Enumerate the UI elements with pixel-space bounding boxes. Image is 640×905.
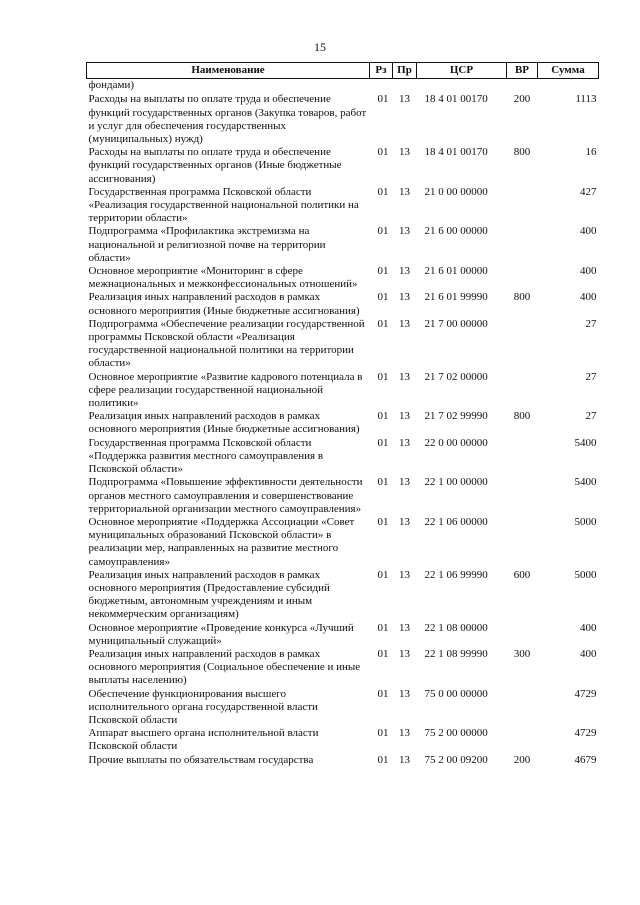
cell-rz: 01 [377, 515, 389, 528]
table-row [87, 225, 599, 265]
cell-pr: 13 [399, 515, 410, 528]
table-row [87, 437, 599, 477]
cell-pr: 13 [399, 753, 410, 766]
cell-sum: 5400 [574, 436, 597, 449]
cell-name: Государственная программа Псковской области «Поддержка развития местного самоуправления в Псковской области» [88, 436, 324, 476]
cell-pr: 13 [399, 568, 410, 581]
cell-pr: 13 [399, 146, 410, 159]
cell-vr: 300 [513, 647, 531, 660]
cell-name: Расходы на выплаты по оплате труда и обеспечение функций государственных органов (Закупка товаров, работ и услуг для обеспечения государственных (муниципальных) нужд) [88, 93, 367, 146]
table-row [87, 265, 599, 291]
cell-rz: 01 [377, 370, 389, 383]
cell-sum: 400 [580, 225, 597, 238]
cell-pr: 13 [399, 476, 410, 489]
table-row [87, 318, 599, 371]
cell-csr: 18 4 01 00170 [424, 146, 488, 159]
cell-csr: 75 2 00 09200 [424, 753, 488, 766]
cell-vr [507, 225, 538, 265]
cell-vr: 200 [513, 753, 531, 766]
cell-sum: 4729 [574, 727, 597, 740]
cell-sum: 400 [580, 265, 597, 278]
cell-sum: 400 [580, 291, 597, 304]
continuation-text: фондами) [88, 79, 135, 92]
cell-sum: 27 [585, 410, 597, 423]
header-csr: ЦСР [417, 63, 507, 79]
page-number: 15 [314, 40, 326, 54]
cell-sum: 5000 [574, 568, 597, 581]
cell-csr: 22 1 08 99990 [424, 647, 488, 660]
cell-rz: 01 [377, 476, 389, 489]
cell-name: Основное мероприятие «Мониторинг в сфере межнациональных и межконфессиональных отношений» [88, 265, 358, 291]
cell-csr: 75 0 00 00000 [424, 687, 488, 700]
cell-csr: 21 6 00 00000 [424, 225, 488, 238]
header-name: Наименование [87, 63, 370, 79]
header-pr: Пр [393, 63, 417, 79]
cell-name: Основное мероприятие «Поддержка Ассоциации «Совет муниципальных образований Псковской области» в реализации мер, направленных на развитие местного самоуправления» [88, 515, 355, 568]
cell-rz: 01 [377, 265, 389, 278]
cell-name: Реализация иных направлений расходов в рамках основного мероприятия (Иные бюджетные ассигнования) [88, 410, 360, 436]
cell-vr [507, 622, 538, 648]
cell-vr [507, 437, 538, 477]
cell-csr: 22 0 00 00000 [424, 436, 488, 449]
cell-csr: 75 2 00 00000 [424, 727, 488, 740]
cell-sum: 27 [585, 370, 597, 383]
table-row [87, 146, 599, 186]
cell-sum: 16 [585, 146, 597, 159]
cell-csr: 21 0 00 00000 [424, 185, 488, 198]
cell-name: Реализация иных направлений расходов в рамках основного мероприятия (Предоставление субсидий бюджетным, автономным учреждениям и иным некоммерческим организациям) [88, 568, 330, 621]
cell-name: Основное мероприятие «Развитие кадрового потенциала в сфере реализации государственной национальной политики» [88, 370, 363, 410]
cell-name: Основное мероприятие «Проведение конкурса «Лучший муниципальный служащий» [88, 621, 354, 647]
cell-csr: 22 1 06 99990 [424, 568, 488, 581]
table-body [87, 79, 599, 767]
table-header-row [87, 63, 599, 79]
header-vr: ВР [507, 63, 538, 79]
cell-rz: 01 [377, 93, 389, 106]
cell-pr: 13 [399, 727, 410, 740]
cell-name: Реализация иных направлений расходов в рамках основного мероприятия (Социальное обеспечение и иные выплаты населению) [88, 647, 361, 687]
cell-rz: 01 [377, 185, 389, 198]
cell-sum: 27 [585, 317, 597, 330]
cell-pr: 13 [399, 185, 410, 198]
cell-vr [507, 186, 538, 226]
cell-csr: 22 1 06 00000 [424, 515, 488, 528]
cell-name: Реализация иных направлений расходов в рамках основного мероприятия (Иные бюджетные ассигнования) [88, 291, 360, 317]
table-row [87, 754, 599, 767]
table-row [87, 476, 599, 516]
cell-pr: 13 [399, 410, 410, 423]
table-row [87, 371, 599, 411]
cell-sum: 427 [580, 185, 597, 198]
header-sum: Сумма [538, 63, 599, 79]
cell-rz: 01 [377, 410, 389, 423]
cell-pr: 13 [399, 291, 410, 304]
cell-vr: 800 [513, 410, 531, 423]
cell-vr [507, 318, 538, 371]
table-row [87, 727, 599, 753]
cell-rz: 01 [377, 727, 389, 740]
cell-rz: 01 [377, 687, 389, 700]
cell-rz: 01 [377, 568, 389, 581]
table-row [87, 516, 599, 569]
cell-vr: 800 [513, 291, 531, 304]
continuation-row [87, 79, 599, 94]
cell-sum: 5400 [574, 476, 597, 489]
cell-name: Подпрограмма «Обеспечение реализации государственной программы Псковской области «Реализация государственной национальной политики на территории области» [88, 317, 365, 370]
cell-vr: 200 [513, 93, 531, 106]
cell-pr: 13 [399, 647, 410, 660]
cell-rz: 01 [377, 647, 389, 660]
cell-name: Обеспечение функционирования высшего исполнительного органа государственной власти Псковской области [88, 687, 318, 726]
cell-name: Подпрограмма «Повышение эффективности деятельности органов местного самоуправления и совершенствование территориальной организации местного самоуправления» [88, 476, 363, 515]
header-rz: Рз [370, 63, 393, 79]
cell-rz: 01 [377, 146, 389, 159]
cell-sum: 400 [580, 647, 597, 660]
cell-sum: 1113 [575, 93, 597, 106]
table-row [87, 410, 599, 436]
table-row [87, 186, 599, 226]
cell-pr: 13 [399, 436, 410, 449]
cell-rz: 01 [377, 291, 389, 304]
table-row [87, 93, 599, 146]
cell-name: Аппарат высшего органа исполнительной власти Псковской области [88, 727, 319, 753]
cell-rz: 01 [377, 225, 389, 238]
budget-table [86, 62, 599, 767]
cell-vr [507, 727, 538, 753]
cell-csr: 22 1 08 00000 [424, 621, 488, 634]
table-row [87, 622, 599, 648]
table-row [87, 569, 599, 622]
cell-pr: 13 [399, 317, 410, 330]
cell-sum: 4729 [574, 687, 597, 700]
cell-vr [507, 688, 538, 728]
cell-sum: 400 [580, 621, 597, 634]
cell-csr: 18 4 01 00170 [424, 93, 488, 106]
cell-name: Расходы на выплаты по оплате труда и обеспечение функций государственных органов (Иные бюджетные ассигнования) [88, 146, 342, 185]
cell-vr [507, 516, 538, 569]
cell-rz: 01 [377, 317, 389, 330]
cell-csr: 21 7 02 00000 [424, 370, 488, 383]
cell-name: Подпрограмма «Профилактика экстремизма на национальной и религиозной почве на территории области» [88, 225, 326, 264]
table-row [87, 648, 599, 688]
cell-csr: 21 7 00 00000 [424, 317, 488, 330]
cell-pr: 13 [399, 93, 410, 106]
cell-csr: 21 6 01 00000 [424, 265, 488, 278]
table-row [87, 688, 599, 728]
cell-rz: 01 [377, 621, 389, 634]
cell-rz: 01 [377, 753, 389, 766]
cell-sum: 5000 [574, 515, 597, 528]
cell-name: Прочие выплаты по обязательствам государства [88, 753, 314, 766]
cell-vr [507, 371, 538, 411]
cell-csr: 22 1 00 00000 [424, 476, 488, 489]
cell-csr: 21 7 02 99990 [424, 410, 488, 423]
cell-vr [507, 265, 538, 291]
cell-vr [507, 476, 538, 516]
cell-pr: 13 [399, 265, 410, 278]
table-row [87, 291, 599, 317]
cell-pr: 13 [399, 225, 410, 238]
cell-csr: 21 6 01 99990 [424, 291, 488, 304]
cell-name: Государственная программа Псковской области «Реализация государственной национальной политики на территории области» [88, 185, 359, 225]
cell-rz: 01 [377, 436, 389, 449]
cell-sum: 4679 [574, 753, 597, 766]
cell-pr: 13 [399, 687, 410, 700]
cell-pr: 13 [399, 621, 410, 634]
cell-pr: 13 [399, 370, 410, 383]
cell-vr: 600 [513, 568, 531, 581]
cell-vr: 800 [513, 146, 531, 159]
